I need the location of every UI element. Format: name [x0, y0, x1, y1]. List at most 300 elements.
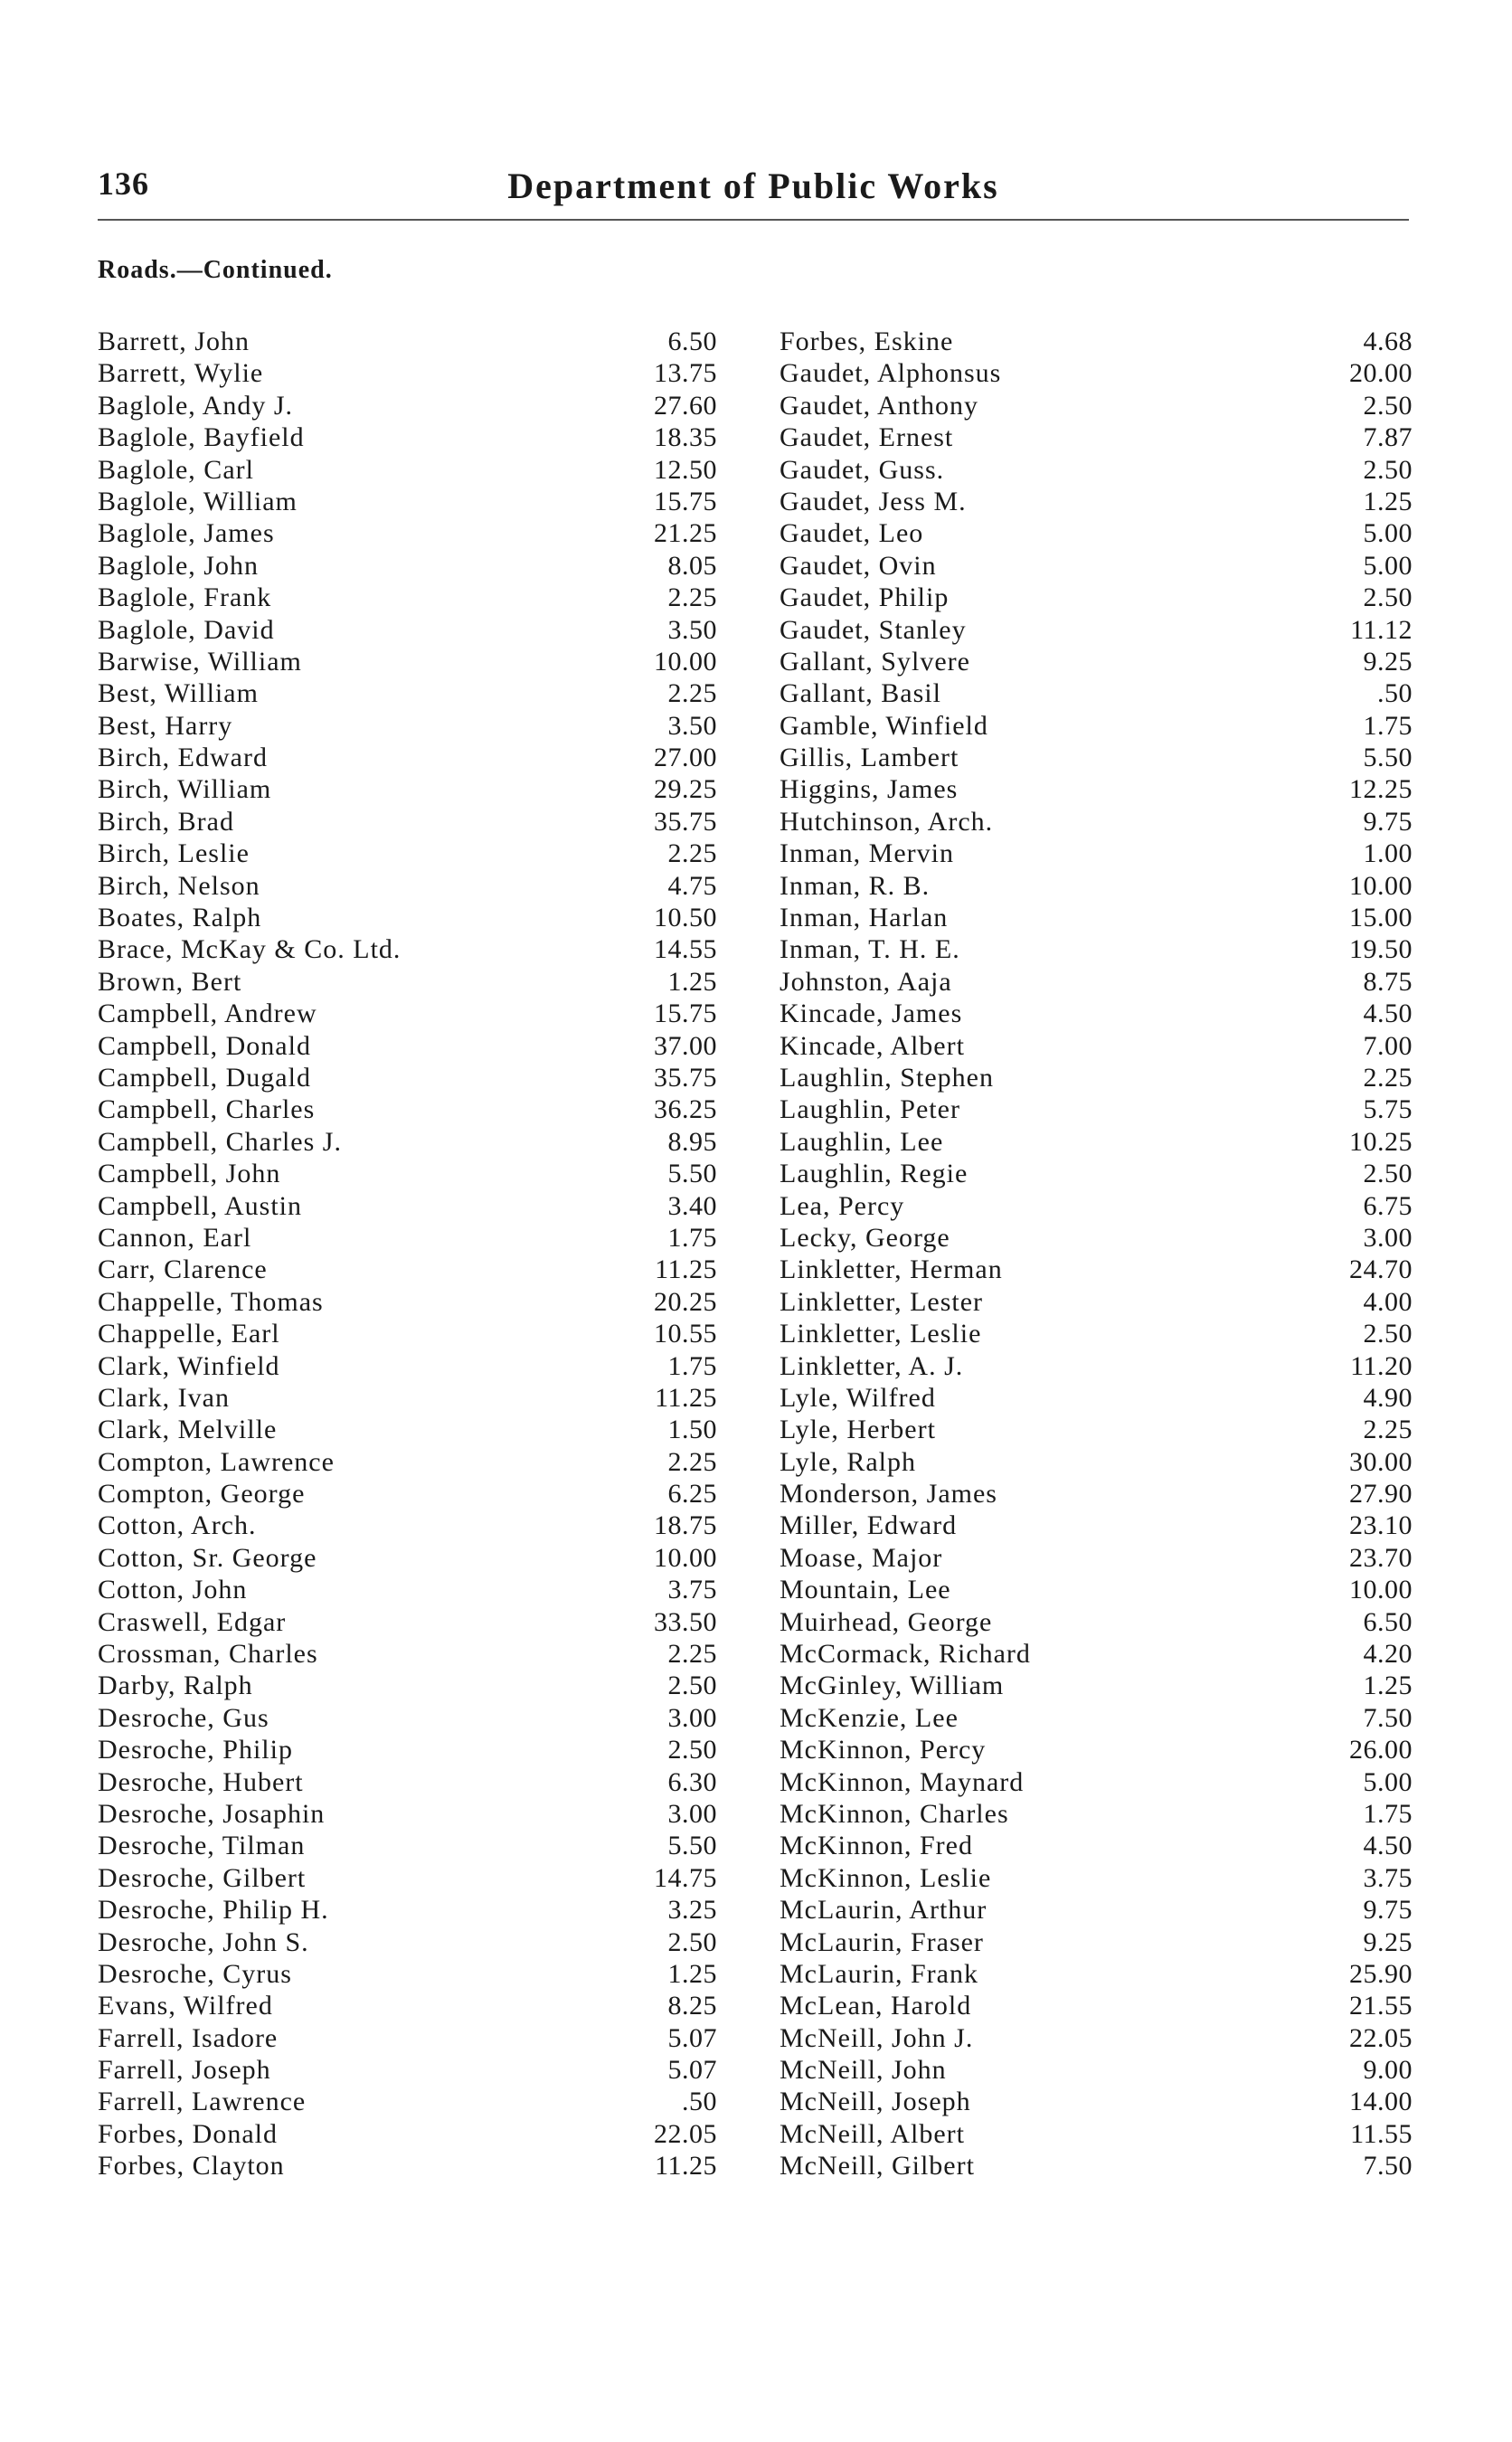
entry-name: Clark, Winfield	[98, 1350, 280, 1381]
list-item	[98, 421, 717, 453]
list-item	[98, 1926, 717, 1958]
entry-amount: 26.00	[1349, 1735, 1413, 1765]
entry-amount: 4.00	[1363, 1286, 1413, 1317]
entry-name: Boates, Ralph	[98, 903, 262, 933]
entry-amount: 6.30	[667, 1766, 717, 1797]
entry-amount: 2.50	[1363, 390, 1413, 421]
entry-name: Lyle, Wilfred	[780, 1382, 936, 1413]
list-item	[780, 1286, 1413, 1318]
entry-name: Best, William	[98, 678, 259, 709]
entry-name: Campbell, Donald	[98, 1030, 311, 1061]
entry-name: Darby, Ralph	[98, 1671, 253, 1701]
entry-name: Campbell, John	[98, 1159, 281, 1189]
list-item	[780, 1894, 1413, 1926]
entry-amount: 7.87	[1363, 422, 1413, 453]
entry-name: Birch, Leslie	[98, 838, 250, 869]
entry-amount: 35.75	[654, 806, 717, 837]
entry-name: Clark, Ivan	[98, 1382, 230, 1413]
list-item	[98, 1894, 717, 1926]
entry-name: Higgins, James	[780, 774, 959, 805]
list-item	[780, 870, 1413, 902]
entry-amount: 30.00	[1349, 1446, 1413, 1477]
entry-name: McLean, Harold	[780, 1991, 972, 2021]
entry-amount: 7.50	[1363, 1702, 1413, 1733]
entry-amount: 2.25	[667, 678, 717, 709]
list-item	[780, 1670, 1413, 1701]
entry-amount: 5.50	[667, 1159, 717, 1189]
entry-name: Campbell, Andrew	[98, 999, 317, 1029]
entry-amount: 14.75	[654, 1862, 717, 1893]
entry-amount: 11.25	[655, 2151, 717, 2182]
entry-name: Barrett, Wylie	[98, 358, 264, 389]
entry-name: Inman, R. B.	[780, 870, 931, 901]
entry-name: Campbell, Charles	[98, 1094, 316, 1125]
entry-amount: .50	[682, 2087, 717, 2117]
entry-amount: 3.00	[667, 1798, 717, 1829]
entry-name: Chappelle, Thomas	[98, 1286, 324, 1317]
list-item	[780, 1030, 1413, 1062]
entry-name: Linkletter, Herman	[780, 1254, 1003, 1285]
entry-name: McNeill, Albert	[780, 2118, 965, 2149]
list-item	[98, 517, 717, 549]
entry-name: Gaudet, Stanley	[780, 614, 967, 645]
entry-amount: 8.95	[667, 1126, 717, 1157]
entry-amount: 8.05	[667, 550, 717, 581]
page-header	[98, 165, 1409, 219]
entry-amount: 11.55	[1350, 2118, 1413, 2149]
entry-name: Moase, Major	[780, 1542, 943, 1573]
section-title: Roads.—Continued.	[98, 256, 333, 284]
entry-name: Baglole, John	[98, 550, 259, 581]
list-item	[780, 677, 1413, 709]
entry-amount: 1.25	[667, 1958, 717, 1989]
entry-amount: 14.00	[1349, 2087, 1413, 2117]
entry-name: Desroche, Philip H.	[98, 1895, 329, 1926]
list-item	[98, 1734, 717, 1765]
entry-amount: 10.00	[1349, 870, 1413, 901]
list-item	[780, 357, 1413, 389]
list-item	[780, 517, 1413, 549]
entry-name: McLaurin, Fraser	[780, 1926, 984, 1957]
entry-name: McKinnon, Percy	[780, 1735, 987, 1765]
list-item	[98, 1062, 717, 1093]
entry-name: Gaudet, Jess M.	[780, 486, 967, 516]
entry-name: Lyle, Herbert	[780, 1415, 936, 1445]
entry-name: Desroche, Josaphin	[98, 1798, 326, 1829]
entry-amount: 3.75	[667, 1575, 717, 1605]
entry-name: Gaudet, Guss.	[780, 454, 945, 485]
entry-name: McNeill, Gilbert	[780, 2151, 975, 2182]
list-item	[98, 1574, 717, 1605]
entry-amount: 1.75	[667, 1222, 717, 1253]
entry-name: Linkletter, A. J.	[780, 1350, 964, 1381]
list-item	[780, 1734, 1413, 1765]
entry-name: Desroche, Hubert	[98, 1766, 304, 1797]
list-item	[780, 773, 1413, 805]
entry-amount: 2.50	[1363, 454, 1413, 485]
entry-name: Forbes, Donald	[98, 2118, 278, 2149]
list-item	[780, 1510, 1413, 1541]
list-item	[780, 1830, 1413, 1861]
entry-name: Gallant, Sylvere	[780, 646, 970, 677]
entry-amount: 1.00	[1363, 838, 1413, 869]
list-item	[780, 1990, 1413, 2021]
list-item	[98, 1382, 717, 1414]
entry-name: Forbes, Eskine	[780, 327, 954, 356]
entry-amount: 2.50	[667, 1735, 717, 1765]
list-item	[780, 1446, 1413, 1478]
list-item	[780, 2150, 1413, 2182]
entry-amount: 12.25	[1349, 774, 1413, 805]
entry-name: Muirhead, George	[780, 1606, 993, 1637]
entry-amount: 11.25	[655, 1382, 717, 1413]
entry-amount: 11.12	[1350, 614, 1413, 645]
list-item	[98, 1702, 717, 1734]
entry-amount: 15.75	[654, 999, 717, 1029]
list-item	[780, 486, 1413, 517]
entry-amount: 15.75	[654, 486, 717, 516]
list-item	[780, 902, 1413, 933]
entry-name: Hutchinson, Arch.	[780, 806, 994, 837]
entry-amount: 4.50	[1363, 1831, 1413, 1861]
list-item	[780, 1702, 1413, 1734]
list-item	[780, 742, 1413, 773]
entry-amount: 2.50	[1363, 1159, 1413, 1189]
entry-name: Cotton, John	[98, 1575, 248, 1605]
entry-amount: 24.70	[1349, 1254, 1413, 1285]
entry-amount: 20.25	[654, 1286, 717, 1317]
entry-amount: 36.25	[654, 1094, 717, 1125]
entry-amount: 4.50	[1363, 999, 1413, 1029]
list-item	[98, 1030, 717, 1062]
entry-name: Inman, Harlan	[780, 903, 949, 933]
entry-name: Kincade, James	[780, 999, 963, 1029]
entry-name: Laughlin, Stephen	[780, 1062, 994, 1093]
entry-amount: 1.75	[667, 1350, 717, 1381]
entry-amount: 8.25	[667, 1991, 717, 2021]
entry-name: Cotton, Sr. George	[98, 1542, 317, 1573]
list-item	[780, 1382, 1413, 1414]
entry-name: McNeill, John J.	[780, 2022, 974, 2053]
right-column	[780, 326, 1413, 2182]
entry-amount: 29.25	[654, 774, 717, 805]
entry-amount: 6.50	[1363, 1606, 1413, 1637]
list-item	[98, 773, 717, 805]
list-item	[98, 1478, 717, 1510]
entry-amount: 18.35	[654, 422, 717, 453]
list-item	[98, 1158, 717, 1189]
entry-amount: 1.25	[1363, 1671, 1413, 1701]
list-item	[780, 1766, 1413, 1798]
entry-name: Crossman, Charles	[98, 1639, 318, 1670]
list-item	[780, 933, 1413, 965]
entry-amount: 2.25	[1363, 1062, 1413, 1093]
entry-name: McNeill, Joseph	[780, 2087, 971, 2117]
list-item	[780, 2054, 1413, 2086]
list-item	[780, 1222, 1413, 1254]
entry-amount: 9.25	[1363, 1926, 1413, 1957]
list-item	[780, 1926, 1413, 1958]
entry-name: Linkletter, Leslie	[780, 1319, 982, 1349]
entry-name: Chappelle, Earl	[98, 1319, 280, 1349]
list-item	[98, 2022, 717, 2054]
list-item	[98, 550, 717, 582]
list-item	[98, 1414, 717, 1445]
entry-amount: 22.05	[654, 2118, 717, 2149]
left-column	[98, 326, 717, 2182]
list-item	[780, 838, 1413, 869]
list-item	[98, 1990, 717, 2021]
entry-amount: 1.75	[1363, 1798, 1413, 1829]
entry-amount: 2.25	[667, 1446, 717, 1477]
entry-name: Gaudet, Anthony	[780, 390, 978, 421]
entry-amount: 1.25	[1363, 486, 1413, 516]
list-item	[780, 1093, 1413, 1125]
entry-amount: 10.00	[654, 646, 717, 677]
entry-name: Lea, Percy	[780, 1190, 905, 1221]
entry-name: Miller, Edward	[780, 1510, 958, 1541]
list-item	[780, 646, 1413, 677]
entry-name: Forbes, Clayton	[98, 2151, 285, 2182]
list-item	[780, 1062, 1413, 1093]
entry-name: McKinnon, Fred	[780, 1831, 973, 1861]
entry-name: Birch, William	[98, 774, 272, 805]
entry-amount: 27.00	[654, 743, 717, 773]
list-item	[780, 582, 1413, 613]
entry-name: McKinnon, Maynard	[780, 1766, 1025, 1797]
entry-name: Lecky, George	[780, 1222, 950, 1253]
list-item	[780, 806, 1413, 838]
list-item	[98, 1190, 717, 1222]
entry-name: Lyle, Ralph	[780, 1446, 916, 1477]
entry-name: Gaudet, Alphonsus	[780, 358, 1002, 389]
list-item	[780, 1318, 1413, 1349]
entry-amount: 33.50	[654, 1606, 717, 1637]
entry-name: Baglole, Bayfield	[98, 422, 305, 453]
list-item	[98, 1606, 717, 1638]
entry-name: Gillis, Lambert	[780, 743, 959, 773]
entry-amount: 9.25	[1363, 646, 1413, 677]
list-item	[98, 646, 717, 677]
entry-amount: 3.75	[1363, 1862, 1413, 1893]
entry-amount: 2.25	[667, 1639, 717, 1670]
entry-name: Compton, George	[98, 1479, 306, 1510]
entry-name: Campbell, Dugald	[98, 1062, 311, 1093]
entry-name: Clark, Melville	[98, 1415, 278, 1445]
entry-name: Farrell, Lawrence	[98, 2087, 307, 2117]
list-item	[98, 1350, 717, 1382]
page-number: 136	[98, 166, 149, 202]
entry-amount: 4.90	[1363, 1382, 1413, 1413]
list-item	[98, 933, 717, 965]
list-item	[98, 1766, 717, 1798]
entry-amount: 3.25	[667, 1895, 717, 1926]
entry-amount: 10.50	[654, 903, 717, 933]
entry-amount: 3.00	[667, 1702, 717, 1733]
entry-name: McKinnon, Charles	[780, 1798, 1009, 1829]
list-item	[98, 1958, 717, 1990]
entry-amount: 37.00	[654, 1030, 717, 1061]
entry-amount: 8.75	[1363, 966, 1413, 997]
entry-amount: 5.07	[667, 2022, 717, 2053]
entry-name: Farrell, Isadore	[98, 2022, 279, 2053]
entry-amount: 2.25	[667, 838, 717, 869]
entry-amount: 2.25	[1363, 1415, 1413, 1445]
entry-name: Gaudet, Leo	[780, 518, 924, 549]
entry-amount: 15.00	[1349, 903, 1413, 933]
entry-name: Desroche, Philip	[98, 1735, 293, 1765]
list-item	[780, 1574, 1413, 1605]
list-item	[780, 2022, 1413, 2054]
entry-name: Gamble, Winfield	[780, 710, 988, 741]
list-item	[780, 1638, 1413, 1670]
entry-name: Desroche, John S.	[98, 1926, 309, 1957]
list-item	[780, 1126, 1413, 1158]
list-item	[780, 2086, 1413, 2117]
entry-amount: 1.25	[667, 966, 717, 997]
entry-name: Gallant, Basil	[780, 678, 941, 709]
list-item	[780, 1158, 1413, 1189]
list-item	[98, 1798, 717, 1830]
entry-amount: 27.60	[654, 390, 717, 421]
entry-amount: 21.25	[654, 518, 717, 549]
entry-amount: 3.40	[667, 1190, 717, 1221]
entry-name: McLaurin, Frank	[780, 1958, 978, 1989]
list-item	[780, 421, 1413, 453]
entry-name: Baglole, William	[98, 486, 298, 516]
list-item	[98, 1254, 717, 1285]
entry-amount: 5.00	[1363, 1766, 1413, 1797]
entry-amount: 10.00	[1349, 1575, 1413, 1605]
entry-name: Baglole, Andy J.	[98, 390, 293, 421]
entry-amount: 23.10	[1349, 1510, 1413, 1541]
entry-name: Baglole, Carl	[98, 454, 254, 485]
entry-amount: 2.50	[1363, 1319, 1413, 1349]
entry-name: McKinnon, Leslie	[780, 1862, 992, 1893]
list-item	[98, 2150, 717, 2182]
entry-amount: 27.90	[1349, 1479, 1413, 1510]
entry-name: Mountain, Lee	[780, 1575, 951, 1605]
entry-amount: 35.75	[654, 1062, 717, 1093]
entry-amount: 6.75	[1363, 1190, 1413, 1221]
entry-amount: 6.25	[667, 1479, 717, 1510]
list-item	[98, 1862, 717, 1894]
list-item	[780, 2118, 1413, 2150]
entry-amount: 3.00	[1363, 1222, 1413, 1253]
entry-name: Laughlin, Lee	[780, 1126, 944, 1157]
entry-name: Desroche, Gus	[98, 1702, 269, 1733]
entry-amount: 3.50	[667, 710, 717, 741]
entry-amount: 23.70	[1349, 1542, 1413, 1573]
entry-amount: 10.25	[1349, 1126, 1413, 1157]
entry-amount: 11.20	[1350, 1350, 1413, 1381]
list-item	[780, 1606, 1413, 1638]
list-item	[98, 454, 717, 486]
entry-amount: 22.05	[1349, 2022, 1413, 2053]
entry-amount: 2.50	[667, 1671, 717, 1701]
entry-name: Kincade, Albert	[780, 1030, 965, 1061]
list-item	[98, 582, 717, 613]
list-item	[98, 742, 717, 773]
list-item	[98, 1126, 717, 1158]
entry-amount: 5.07	[667, 2055, 717, 2086]
list-item	[98, 1222, 717, 1254]
entry-amount: 19.50	[1349, 934, 1413, 965]
list-item	[780, 1350, 1413, 1382]
header-rule	[98, 219, 1409, 221]
entry-name: Campbell, Charles J.	[98, 1126, 342, 1157]
list-item	[98, 1510, 717, 1541]
entry-name: Brown, Bert	[98, 966, 242, 997]
entry-amount: 10.55	[654, 1319, 717, 1349]
list-item	[98, 1830, 717, 1861]
list-item	[98, 1670, 717, 1701]
entry-name: Carr, Clarence	[98, 1254, 268, 1285]
entry-amount: 5.00	[1363, 550, 1413, 581]
list-item	[98, 357, 717, 389]
entry-amount: 25.90	[1349, 1958, 1413, 1989]
entry-amount: 20.00	[1349, 358, 1413, 389]
entry-name: McCormack, Richard	[780, 1639, 1031, 1670]
list-item	[98, 966, 717, 998]
entry-name: McNeill, John	[780, 2055, 947, 2086]
entry-amount: 13.75	[654, 358, 717, 389]
list-item	[98, 710, 717, 742]
entry-amount: 2.50	[1363, 582, 1413, 613]
entry-name: McGinley, William	[780, 1671, 1005, 1701]
entry-name: Cannon, Earl	[98, 1222, 252, 1253]
entry-name: Birch, Edward	[98, 743, 268, 773]
list-item	[780, 1862, 1413, 1894]
list-item	[780, 966, 1413, 998]
entry-amount: 1.75	[1363, 710, 1413, 741]
list-item	[780, 390, 1413, 421]
list-item	[98, 1446, 717, 1478]
list-item	[780, 454, 1413, 486]
entry-name: Inman, Mervin	[780, 838, 954, 869]
entry-name: Compton, Lawrence	[98, 1446, 335, 1477]
entry-amount: 14.55	[654, 934, 717, 965]
entry-name: Linkletter, Lester	[780, 1286, 984, 1317]
list-item	[780, 326, 1413, 357]
list-item	[98, 998, 717, 1029]
list-item	[780, 1190, 1413, 1222]
list-item	[780, 614, 1413, 646]
entry-amount: 9.75	[1363, 1895, 1413, 1926]
entry-name: Johnston, Aaja	[780, 966, 952, 997]
list-item	[98, 2054, 717, 2086]
entry-name: Gaudet, Philip	[780, 582, 950, 613]
entry-name: Birch, Brad	[98, 806, 234, 837]
entry-amount: 2.25	[667, 582, 717, 613]
list-item	[98, 806, 717, 838]
entry-name: Brace, McKay & Co. Ltd.	[98, 934, 402, 965]
list-item	[98, 870, 717, 902]
entry-amount: 10.00	[654, 1542, 717, 1573]
entry-name: Baglole, Frank	[98, 582, 272, 613]
list-item	[780, 1254, 1413, 1285]
list-item	[780, 1958, 1413, 1990]
list-item	[780, 1478, 1413, 1510]
list-item	[98, 1093, 717, 1125]
entry-amount: 5.75	[1363, 1094, 1413, 1125]
entry-name: Gaudet, Ernest	[780, 422, 954, 453]
entry-name: McLaurin, Arthur	[780, 1895, 988, 1926]
entry-name: Campbell, Austin	[98, 1190, 302, 1221]
entry-name: Desroche, Gilbert	[98, 1862, 307, 1893]
entry-name: Gaudet, Ovin	[780, 550, 937, 581]
list-item	[98, 902, 717, 933]
